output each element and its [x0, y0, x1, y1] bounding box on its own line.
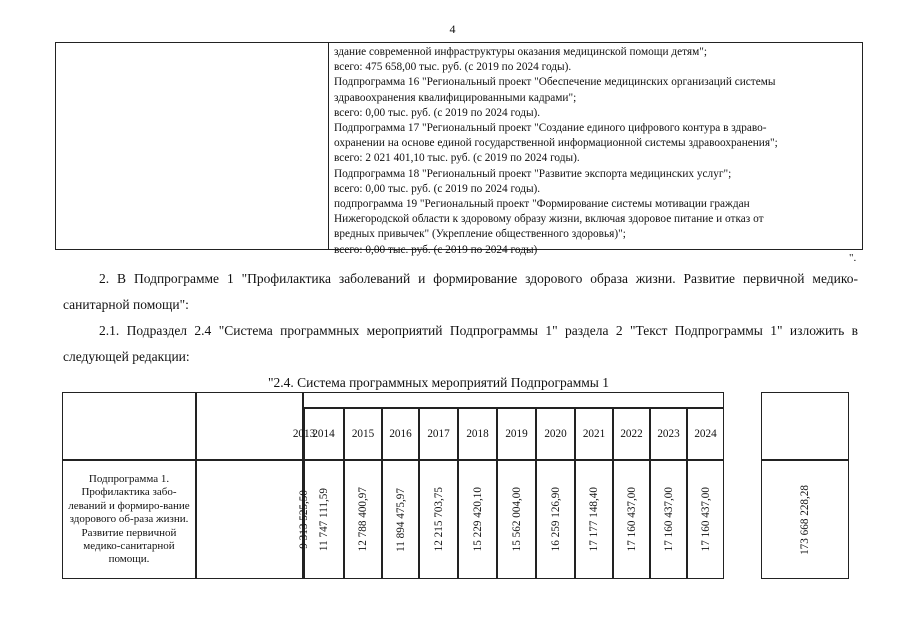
year-value: 11 747 111,59 [317, 487, 330, 552]
value-cell [497, 460, 536, 579]
value-cell [650, 460, 687, 579]
continuation-line: всего: 0,00 тыс. руб. (с 2019 по 2024 годы) [334, 243, 538, 256]
year-value: 15 229 420,10 [471, 487, 484, 552]
continuation-line: охранении на основе единой государственной информационной системы здравоохранения"; [334, 137, 778, 150]
header-blank-cell [62, 392, 196, 460]
year-value: 17 160 437,00 [662, 487, 675, 552]
year-header: 2014 [303, 408, 344, 460]
paragraph-2: 2. В Подпрограмме 1 "Профилактика заболеваний и формирование здорового образа жизни. Развитие первичной медико-санитарной помощи": [63, 271, 858, 312]
source-cell [196, 460, 303, 579]
continuation-line: всего: 0,00 тыс. руб. (с 2019 по 2024 годы). [334, 106, 541, 119]
year-value: 17 160 437,00 [699, 487, 712, 552]
continuation-table [55, 42, 863, 256]
year-value: 15 562 004,00 [510, 487, 523, 552]
subprogram-name: Подпрограмма 1. Профилактика забо-леваний и формиро-вание здорового об-раза жизни. Развитие первичной медико-санитарной помощи. [68, 473, 190, 566]
year-header: 2020 [536, 408, 575, 460]
year-value: 12 215 703,75 [432, 487, 445, 552]
continuation-line: Подпрограмма 16 "Региональный проект "Обеспечение медицинских организаций системы [334, 76, 776, 89]
page-number: 4 [449, 22, 456, 36]
year-header: 2013 [303, 408, 305, 460]
source-header [196, 392, 303, 460]
total-value: 173 668 228,28 [799, 484, 811, 555]
total-value-cell [761, 460, 849, 579]
year-header: 2018 [458, 408, 497, 460]
year-header: 2017 [419, 408, 458, 460]
value-cell [458, 460, 497, 579]
value-cell [687, 460, 724, 579]
continuation-line: здравоохранения квалифицированными кадрами"; [334, 91, 577, 104]
table-caption: "2.4. Система программных мероприятий Подпрограммы 1 [268, 375, 610, 390]
estimate-header [303, 392, 724, 408]
continuation-line: Подпрограмма 17 "Региональный проект "Создание единого цифрового контура в здраво- [334, 122, 767, 135]
year-header: 2022 [613, 408, 650, 460]
year-header: 2019 [497, 408, 536, 460]
year-value: 17 177 148,40 [588, 487, 600, 552]
continuation-line: Подпрограмма 18 "Региональный проект "Развитие экспорта медицинских услуг"; [334, 167, 732, 180]
program-measures-table [62, 392, 849, 579]
value-cell [536, 460, 575, 579]
continuation-line: всего: 475 658,00 тыс. руб. (с 2019 по 2024 годы). [334, 61, 572, 74]
continuation-text [334, 45, 858, 258]
value-cell [575, 460, 613, 579]
subprogram-name-cell [62, 460, 196, 579]
continuation-line: Нижегородской области к здоровому образу жизни, включая здоровое питание и отказ от [334, 213, 764, 226]
year-header: 2016 [382, 408, 419, 460]
year-value: 9 313 525,50 [298, 490, 310, 549]
year-header: 2015 [344, 408, 382, 460]
continuation-line: всего: 0,00 тыс. руб. (с 2019 по 2024 годы). [334, 182, 541, 195]
year-header: 2021 [575, 408, 613, 460]
year-header: 2024 [687, 408, 724, 460]
value-cell [613, 460, 650, 579]
value-cell [303, 460, 344, 579]
closing-quote-mark: ". [849, 252, 857, 264]
year-header: 2023 [650, 408, 687, 460]
paragraph-2-1: 2.1. Подраздел 2.4 "Система программных мероприятий Подпрограммы 1" раздела 2 "Текст Подпрограммы 1" изложить в следующей редакции: [63, 323, 858, 364]
year-value: 17 160 437,00 [625, 487, 638, 552]
year-value: 12 788 400,97 [357, 487, 369, 552]
continuation-line: подпрограмма 19 "Региональный проект "Формирование системы мотивации граждан [334, 198, 750, 211]
continuation-line: здание современной инфраструктуры оказания медицинской помощи детям"; [334, 46, 707, 58]
value-cell [419, 460, 458, 579]
year-value: 11 894 475,97 [394, 487, 407, 552]
continuation-line: вредных привычек" (Укрепление общественного здоровья)"; [334, 228, 626, 241]
continuation-line: всего: 2 021 401,10 тыс. руб. (с 2019 по 2024 годы). [334, 152, 580, 165]
value-cell [382, 460, 419, 579]
value-cell [344, 460, 382, 579]
year-value: 16 259 126,90 [549, 487, 562, 552]
table-divider [328, 43, 329, 249]
total-header [761, 392, 849, 460]
